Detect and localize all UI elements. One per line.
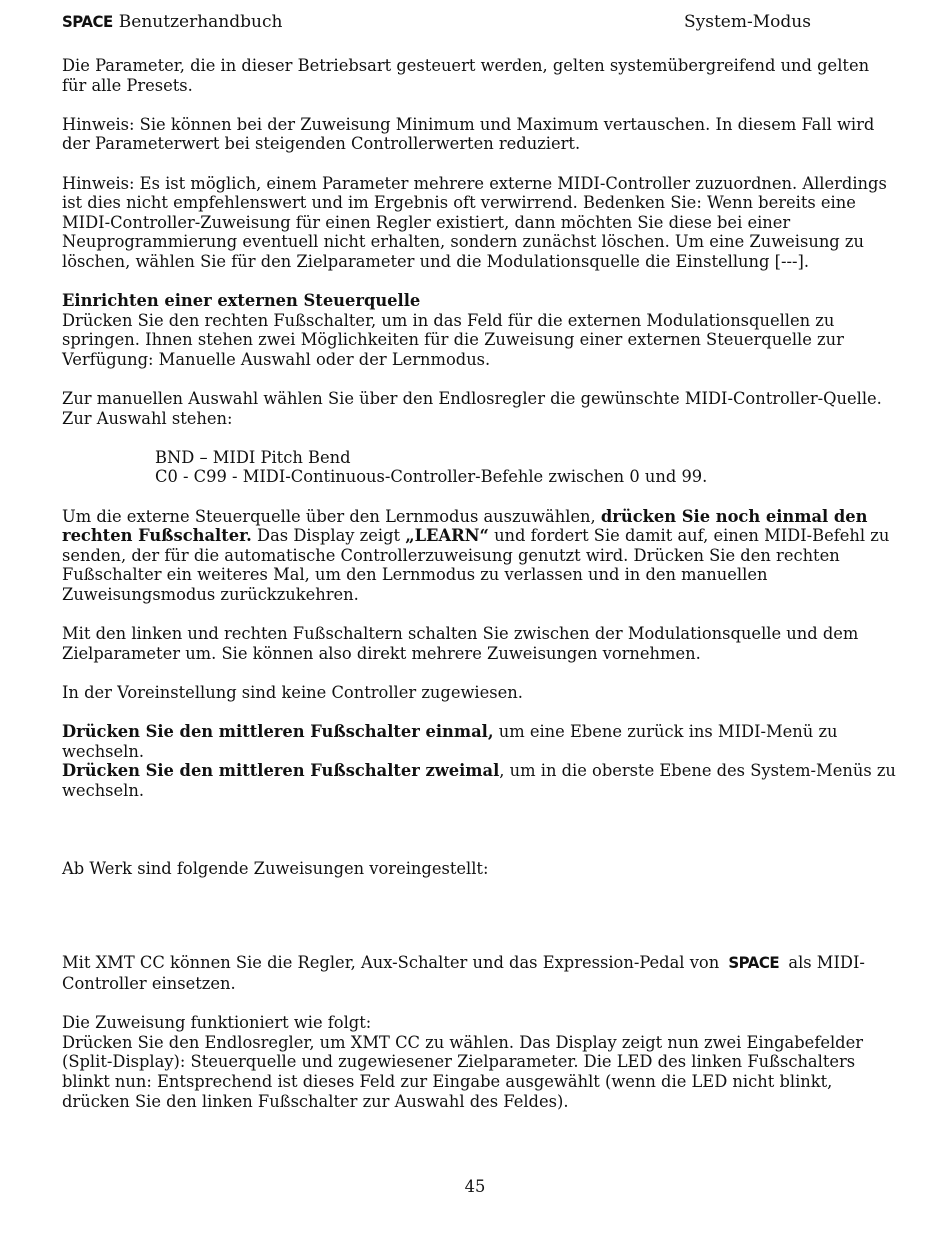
space-logo-inline: SPACE: [728, 953, 780, 973]
page-header: [62, 10, 892, 34]
learn-text-e: und fordert Sie damit auf, einen MIDI-Befehl zu senden, der für die automatische Controllerzuweisung genutzt wird. Drücken Sie den rechten Fußschalter ein weiteres Mal, um den Lernmodus zu verlassen und in den manuellen Zuweisungsmodus zurückzukehren.: [62, 526, 890, 605]
paragraph-external-source: [62, 291, 898, 369]
paragraph-assignment-howto: [62, 1013, 898, 1111]
paragraph-footswitch-toggle: Mit den linken und rechten Fußschaltern schalten Sie zwischen der Modulationsquelle und dem Zielparameter um. Sie können also direkt mehrere Zuweisungen vornehmen.: [62, 624, 859, 663]
spacer: [62, 898, 898, 953]
list-item: BND – MIDI Pitch Bend: [155, 447, 351, 467]
section-title: System-Modus: [684, 12, 811, 32]
middle-once-bold: Drücken Sie den mittleren Fußschalter einmal,: [62, 722, 494, 742]
middle-twice-text: , um in die oberste Ebene des System-Menüs zu wechseln.: [62, 761, 896, 800]
page-number: 45: [464, 1177, 486, 1196]
list-item: C0 - C99 - MIDI-Continuous-Controller-Befehle zwischen 0 und 99.: [155, 467, 708, 487]
paragraph-default: In der Voreinstellung sind keine Controller zugewiesen.: [62, 683, 523, 702]
paragraph-manual-selection: Zur manuellen Auswahl wählen Sie über den Endlosregler die gewünschte MIDI-Controller-Quelle. Zur Auswahl stehen:: [62, 389, 882, 428]
learn-display-text: „LEARN“: [405, 526, 489, 546]
middle-once-text: um eine Ebene zurück ins MIDI-Menü zu wechseln.: [62, 722, 838, 761]
howto-intro: Die Zuweisung funktioniert wie folgt:: [62, 1013, 372, 1033]
paragraph-learn-mode: [62, 507, 898, 605]
paragraph-hint-multiple-controllers: Hinweis: Es ist möglich, einem Parameter mehrere externe MIDI-Controller zuzuordnen. Allerdings ist dies nicht empfehlenswert und im Ergebnis oft verwirrend. Bedenken Sie: Wenn bereits eine MIDI-Controller-Zuweisung für einen Regler existiert, dann möchten Sie diese bei einer Neuprogrammierung eventuell nicht erhalten, sondern zunächst löschen. Um eine Zuweisung zu löschen, wählen Sie für den Zielparameter und die Modulationsquelle die Einstellung [---].: [62, 173, 887, 271]
middle-twice-bold: Drücken Sie den mittleren Fußschalter zweimal: [62, 761, 500, 781]
header-left: [62, 10, 282, 34]
learn-text-bold: drücken Sie noch einmal den rechten Fußschalter.: [62, 506, 868, 546]
paragraph-hint-minmax: Hinweis: Sie können bei der Zuweisung Minimum und Maximum vertauschen. In diesem Fall wird der Parameterwert bei steigenden Controllerwerten reduziert.: [62, 114, 875, 154]
paragraph-xmt-cc: [62, 953, 898, 993]
section-heading-external-source: Einrichten einer externen Steuerquelle: [62, 291, 421, 311]
space-logo: SPACE: [62, 12, 113, 32]
learn-text-a: Um die externe Steuerquelle über den Lernmodus auszuwählen,: [62, 506, 596, 526]
xmt-text-b: als MIDI-Controller einsetzen.: [62, 953, 865, 993]
external-source-text: Drücken Sie den rechten Fußschalter, um in das Feld für die externen Modulationsquellen zu springen. Ihnen stehen zwei Möglichkeiten für die Zuweisung einer externen Steuerquelle zur Verfügung: Manuelle Auswahl oder der Lernmodus.: [62, 310, 844, 369]
paragraph-middle-footswitch: [62, 722, 898, 800]
paragraph-system-parameters: Die Parameter, die in dieser Betriebsart gesteuert werden, gelten systemübergreifend und gelten für alle Presets.: [62, 56, 870, 95]
spacer: [62, 820, 898, 859]
manual-title: Benutzerhandbuch: [118, 12, 283, 32]
howto-body: Drücken Sie den Endlosregler, um XMT CC zu wählen. Das Display zeigt nun zwei Eingabefelder (Split-Display): Steuerquelle und zugewiesener Zielparameter. Die LED des linken Fußschalters blinkt nun: Entsprechend ist dieses Feld zur Eingabe ausgewählt (wenn die LED nicht blinkt, drücken Sie den linken Fußschalter zur Auswahl des Feldes).: [62, 1032, 864, 1111]
page-body: [62, 56, 898, 1131]
learn-text-c: Das Display zeigt: [257, 526, 401, 546]
source-list: [62, 448, 898, 487]
paragraph-factory-assignments: Ab Werk sind folgende Zuweisungen voreingestellt:: [62, 859, 489, 879]
xmt-text-a: Mit XMT CC können Sie die Regler, Aux-Schalter und das Expression-Pedal von: [62, 953, 720, 973]
